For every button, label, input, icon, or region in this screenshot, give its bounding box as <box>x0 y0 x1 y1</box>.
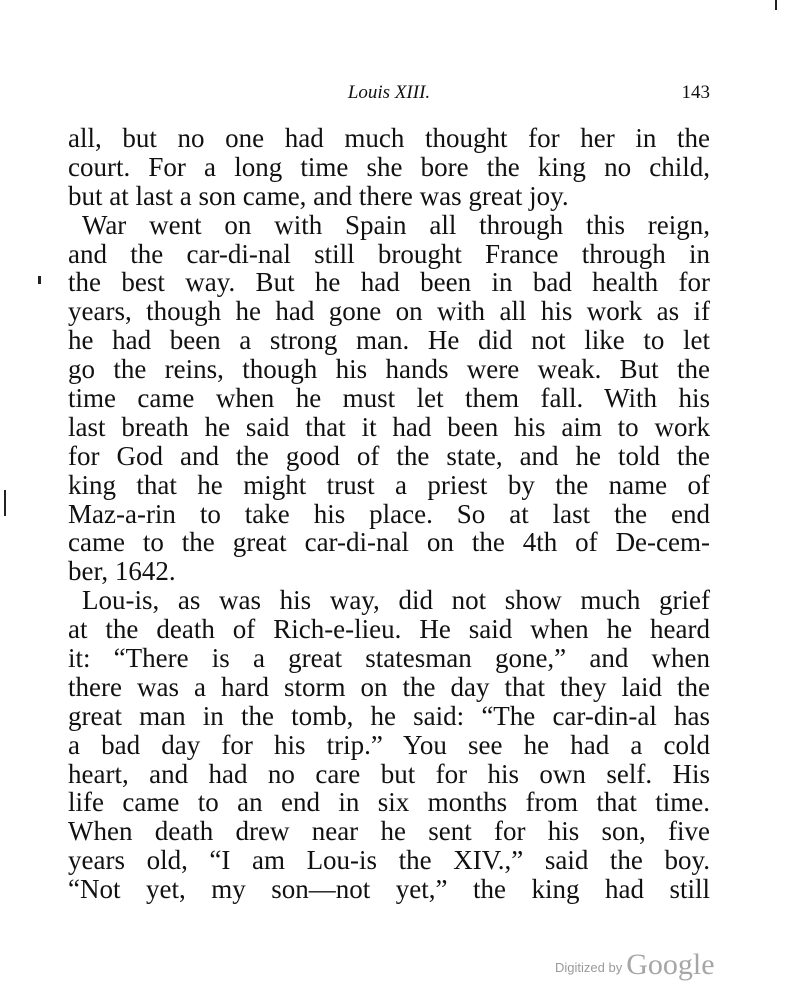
text-line: When death drew near he sent for his son, five <box>68 816 710 847</box>
text-line: king that he might trust a priest by the name of <box>68 469 710 500</box>
text-line: “Not yet, my son—not yet,” the king had still <box>68 874 710 905</box>
text-line: there was a hard storm on the day that they laid the <box>68 671 710 702</box>
watermark-prefix: Digitized by <box>555 960 623 975</box>
text-line: go the reins, though his hands were weak. But the <box>68 354 710 385</box>
text-line: Maz-a-rin to take his place. So at last the end <box>68 498 710 529</box>
scan-speck <box>4 490 6 516</box>
text-line: for God and the good of the state, and he told the <box>68 440 710 471</box>
text-line: War went on with Spain all through this reign, <box>82 209 710 240</box>
text-line: Lou-is, as was his way, did not show much grief <box>82 585 710 616</box>
scan-speck <box>38 276 41 284</box>
text-line: came to the great car-di-nal on the 4th of De-cem- <box>68 527 710 558</box>
text-line: last breath he said that it had been his aim to work <box>68 411 710 442</box>
text-line: the best way. But he had been in bad health for <box>68 267 710 298</box>
digitized-watermark <box>555 948 715 984</box>
watermark-logo: Google <box>626 948 715 981</box>
text-line: but at last a son came, and there was great joy. <box>68 180 569 211</box>
text-line: all, but no one had much thought for her in the <box>68 123 710 153</box>
body-text <box>68 124 710 904</box>
text-line: court. For a long time she bore the king no child, <box>68 151 710 182</box>
text-line: he had been a strong man. He did not like to let <box>68 325 710 356</box>
scan-speck <box>775 0 777 10</box>
text-line: life came to an end in six months from that time. <box>68 787 710 818</box>
running-head <box>68 78 710 108</box>
text-line: at the death of Rich-e-lieu. He said when he heard <box>68 614 710 645</box>
text-line: time came when he must let them fall. With his <box>68 383 710 414</box>
text-line: ber, 1642. <box>68 556 176 587</box>
text-line: years, though he had gone on with all his work as if <box>68 296 710 327</box>
text-line: great man in the tomb, he said: “The car-din-al has <box>68 700 710 731</box>
running-title: Louis XIII. <box>347 82 431 103</box>
text-line: and the car-di-nal still brought France through in <box>68 238 710 269</box>
text-line: a bad day for his trip.” You see he had a cold <box>68 729 710 760</box>
text-line: years old, “I am Lou-is the XIV.,” said the boy. <box>68 845 710 876</box>
text-line: heart, and had no care but for his own self. His <box>68 758 710 789</box>
text-line: it: “There is a great statesman gone,” and when <box>68 643 710 674</box>
page-number: 143 <box>681 82 710 103</box>
